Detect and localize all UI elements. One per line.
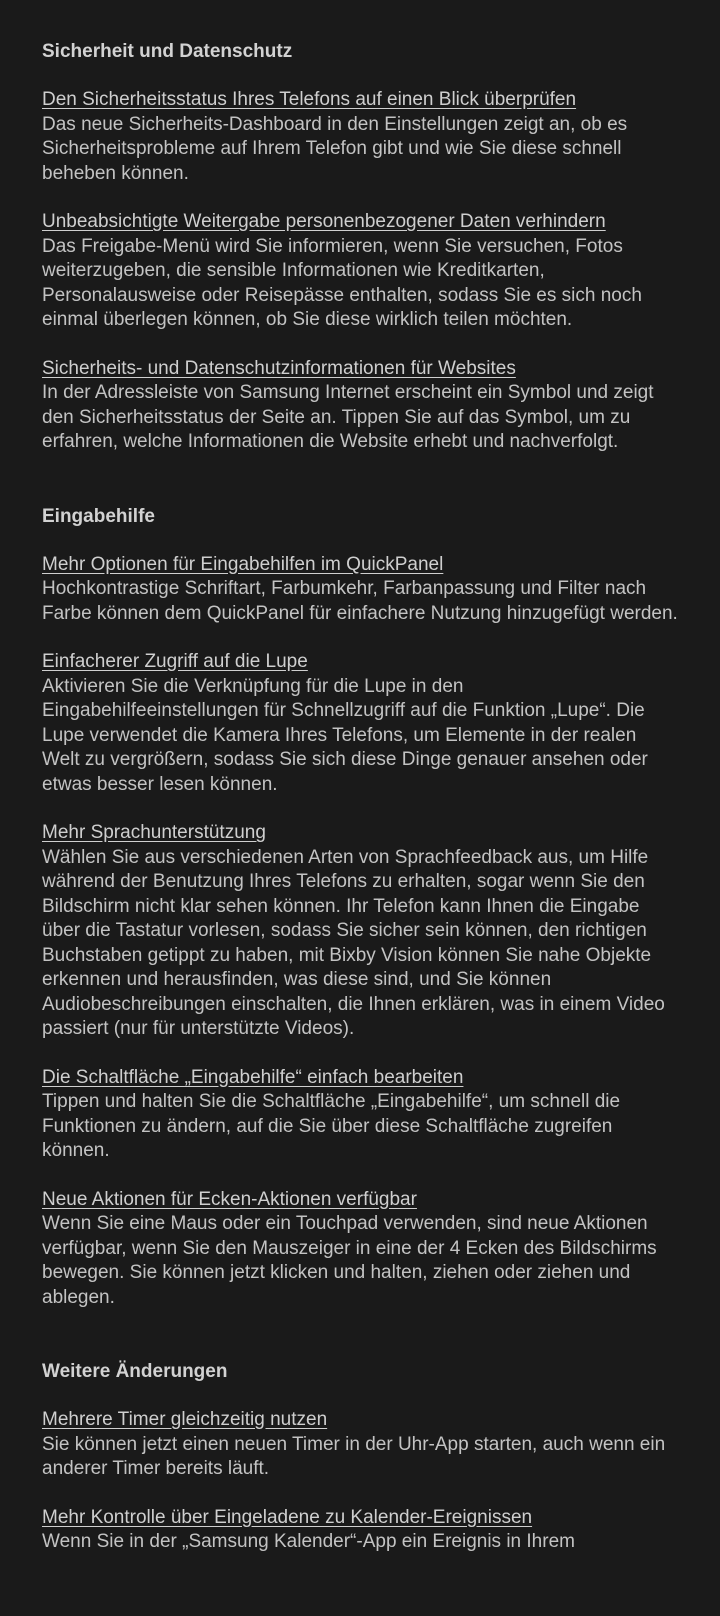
item-title-link[interactable]: Neue Aktionen für Ecken-Aktionen verfügbar [42, 1188, 417, 1210]
section-accessibility [42, 503, 678, 1311]
list-item [42, 821, 678, 1042]
item-title-link[interactable]: Die Schaltfläche „Eingabehilfe“ einfach bearbeiten [42, 1066, 464, 1088]
list-item [42, 650, 678, 797]
item-title-link[interactable]: Einfacherer Zugriff auf die Lupe [42, 651, 308, 672]
section-title: Eingabehilfe [42, 505, 155, 527]
section-title: Sicherheit und Datenschutz [42, 41, 293, 62]
item-title-link[interactable]: Mehr Optionen für Eingabehilfen im QuickPanel [42, 553, 444, 575]
list-item [42, 210, 678, 333]
section-security-privacy [42, 38, 678, 455]
item-title-link[interactable]: Mehrere Timer gleichzeitig nutzen [42, 1409, 328, 1430]
list-item [42, 1188, 678, 1311]
item-description: Hochkontrastige Schriftart, Farbumkehr, Farbanpassung und Filter nach Farbe können dem QuickPanel für einfachere Nutzung hinzugefügt werden. [42, 578, 678, 624]
item-description: Sie können jetzt einen neuen Timer in der Uhr-App starten, auch wenn ein anderer Timer bereits läuft. [42, 1433, 666, 1479]
list-item [42, 1408, 678, 1482]
item-title-link[interactable]: Unbeabsichtigte Weitergabe personenbezogener Daten verhindern [42, 211, 606, 232]
item-description: Wenn Sie eine Maus oder ein Touchpad verwenden, sind neue Aktionen verfügbar, wenn Sie den Mauszeiger in eine der 4 Ecken des Bildschirms bewegen. Sie können jetzt klicken und halten, ziehen oder ziehen und ablegen. [42, 1213, 657, 1308]
item-description: Wenn Sie in der „Samsung Kalender“-App ein Ereignis in Ihrem [42, 1531, 575, 1552]
section-title: Weitere Änderungen [42, 1361, 228, 1382]
item-description: Tippen und halten Sie die Schaltfläche „Eingabehilfe“, um schnell die Funktionen zu ändern, auf die Sie über diese Schaltfläche zugreifen können. [42, 1091, 621, 1161]
list-item [42, 553, 678, 627]
item-description: Aktivieren Sie die Verknüpfung für die Lupe in den Eingabehilfeeinstellungen für Schnellzugriff auf die Funktion „Lupe“. Die Lupe verwendet die Kamera Ihres Telefons, um Elemente in der realen Welt zu vergrößern, sodass Sie sich diese Dinge genauer ansehen oder etwas besser lesen können. [42, 675, 648, 795]
section-other-changes [42, 1358, 678, 1555]
item-description: Wählen Sie aus verschiedenen Arten von Sprachfeedback aus, um Hilfe während der Benutzung Ihres Telefons zu erhalten, sogar wenn Sie den Bildschirm nicht klar sehen können. Ihr Telefon kann Ihnen die Eingabe über die Tastatur vorlesen, sodass Sie sicher sein können, den richtigen Buchstaben getippt zu haben, mit Bixby Vision können Sie nahe Objekte erkennen und herausfinden, was diese sind, und Sie können Audiobeschreibungen einschalten, die Ihnen erklären, was in einem Video passiert (nur für unterstützte Videos). [42, 846, 665, 1039]
list-item [42, 1066, 678, 1164]
item-description: In der Adressleiste von Samsung Internet erscheint ein Symbol und zeigt den Sicherheitsstatus der Seite an. Tippen Sie auf das Symbol, um zu erfahren, welche Informationen die Website erhebt und nachverfolgt. [42, 382, 654, 452]
list-item [42, 1506, 678, 1555]
list-item [42, 357, 678, 455]
item-description: Das Freigabe-Menü wird Sie informieren, wenn Sie versuchen, Fotos weiterzugeben, die sensible Informationen wie Kreditkarten, Personalausweise oder Reisepässe enthalten, sodass Sie es sich noch einmal überlegen können, ob Sie diese wirklich teilen möchten. [42, 235, 642, 330]
item-title-link[interactable]: Den Sicherheitsstatus Ihres Telefons auf einen Blick überprüfen [42, 89, 577, 110]
item-title-link[interactable]: Sicherheits- und Datenschutzinformationen für Websites [42, 357, 516, 379]
list-item [42, 88, 678, 186]
item-title-link[interactable]: Mehr Sprachunterstützung [42, 822, 266, 843]
item-description: Das neue Sicherheits-Dashboard in den Einstellungen zeigt an, ob es Sicherheitsprobleme auf Ihrem Telefon gibt und wie Sie diese schnell beheben können. [42, 113, 628, 184]
item-title-link[interactable]: Mehr Kontrolle über Eingeladene zu Kalender-Ereignissen [42, 1506, 533, 1528]
